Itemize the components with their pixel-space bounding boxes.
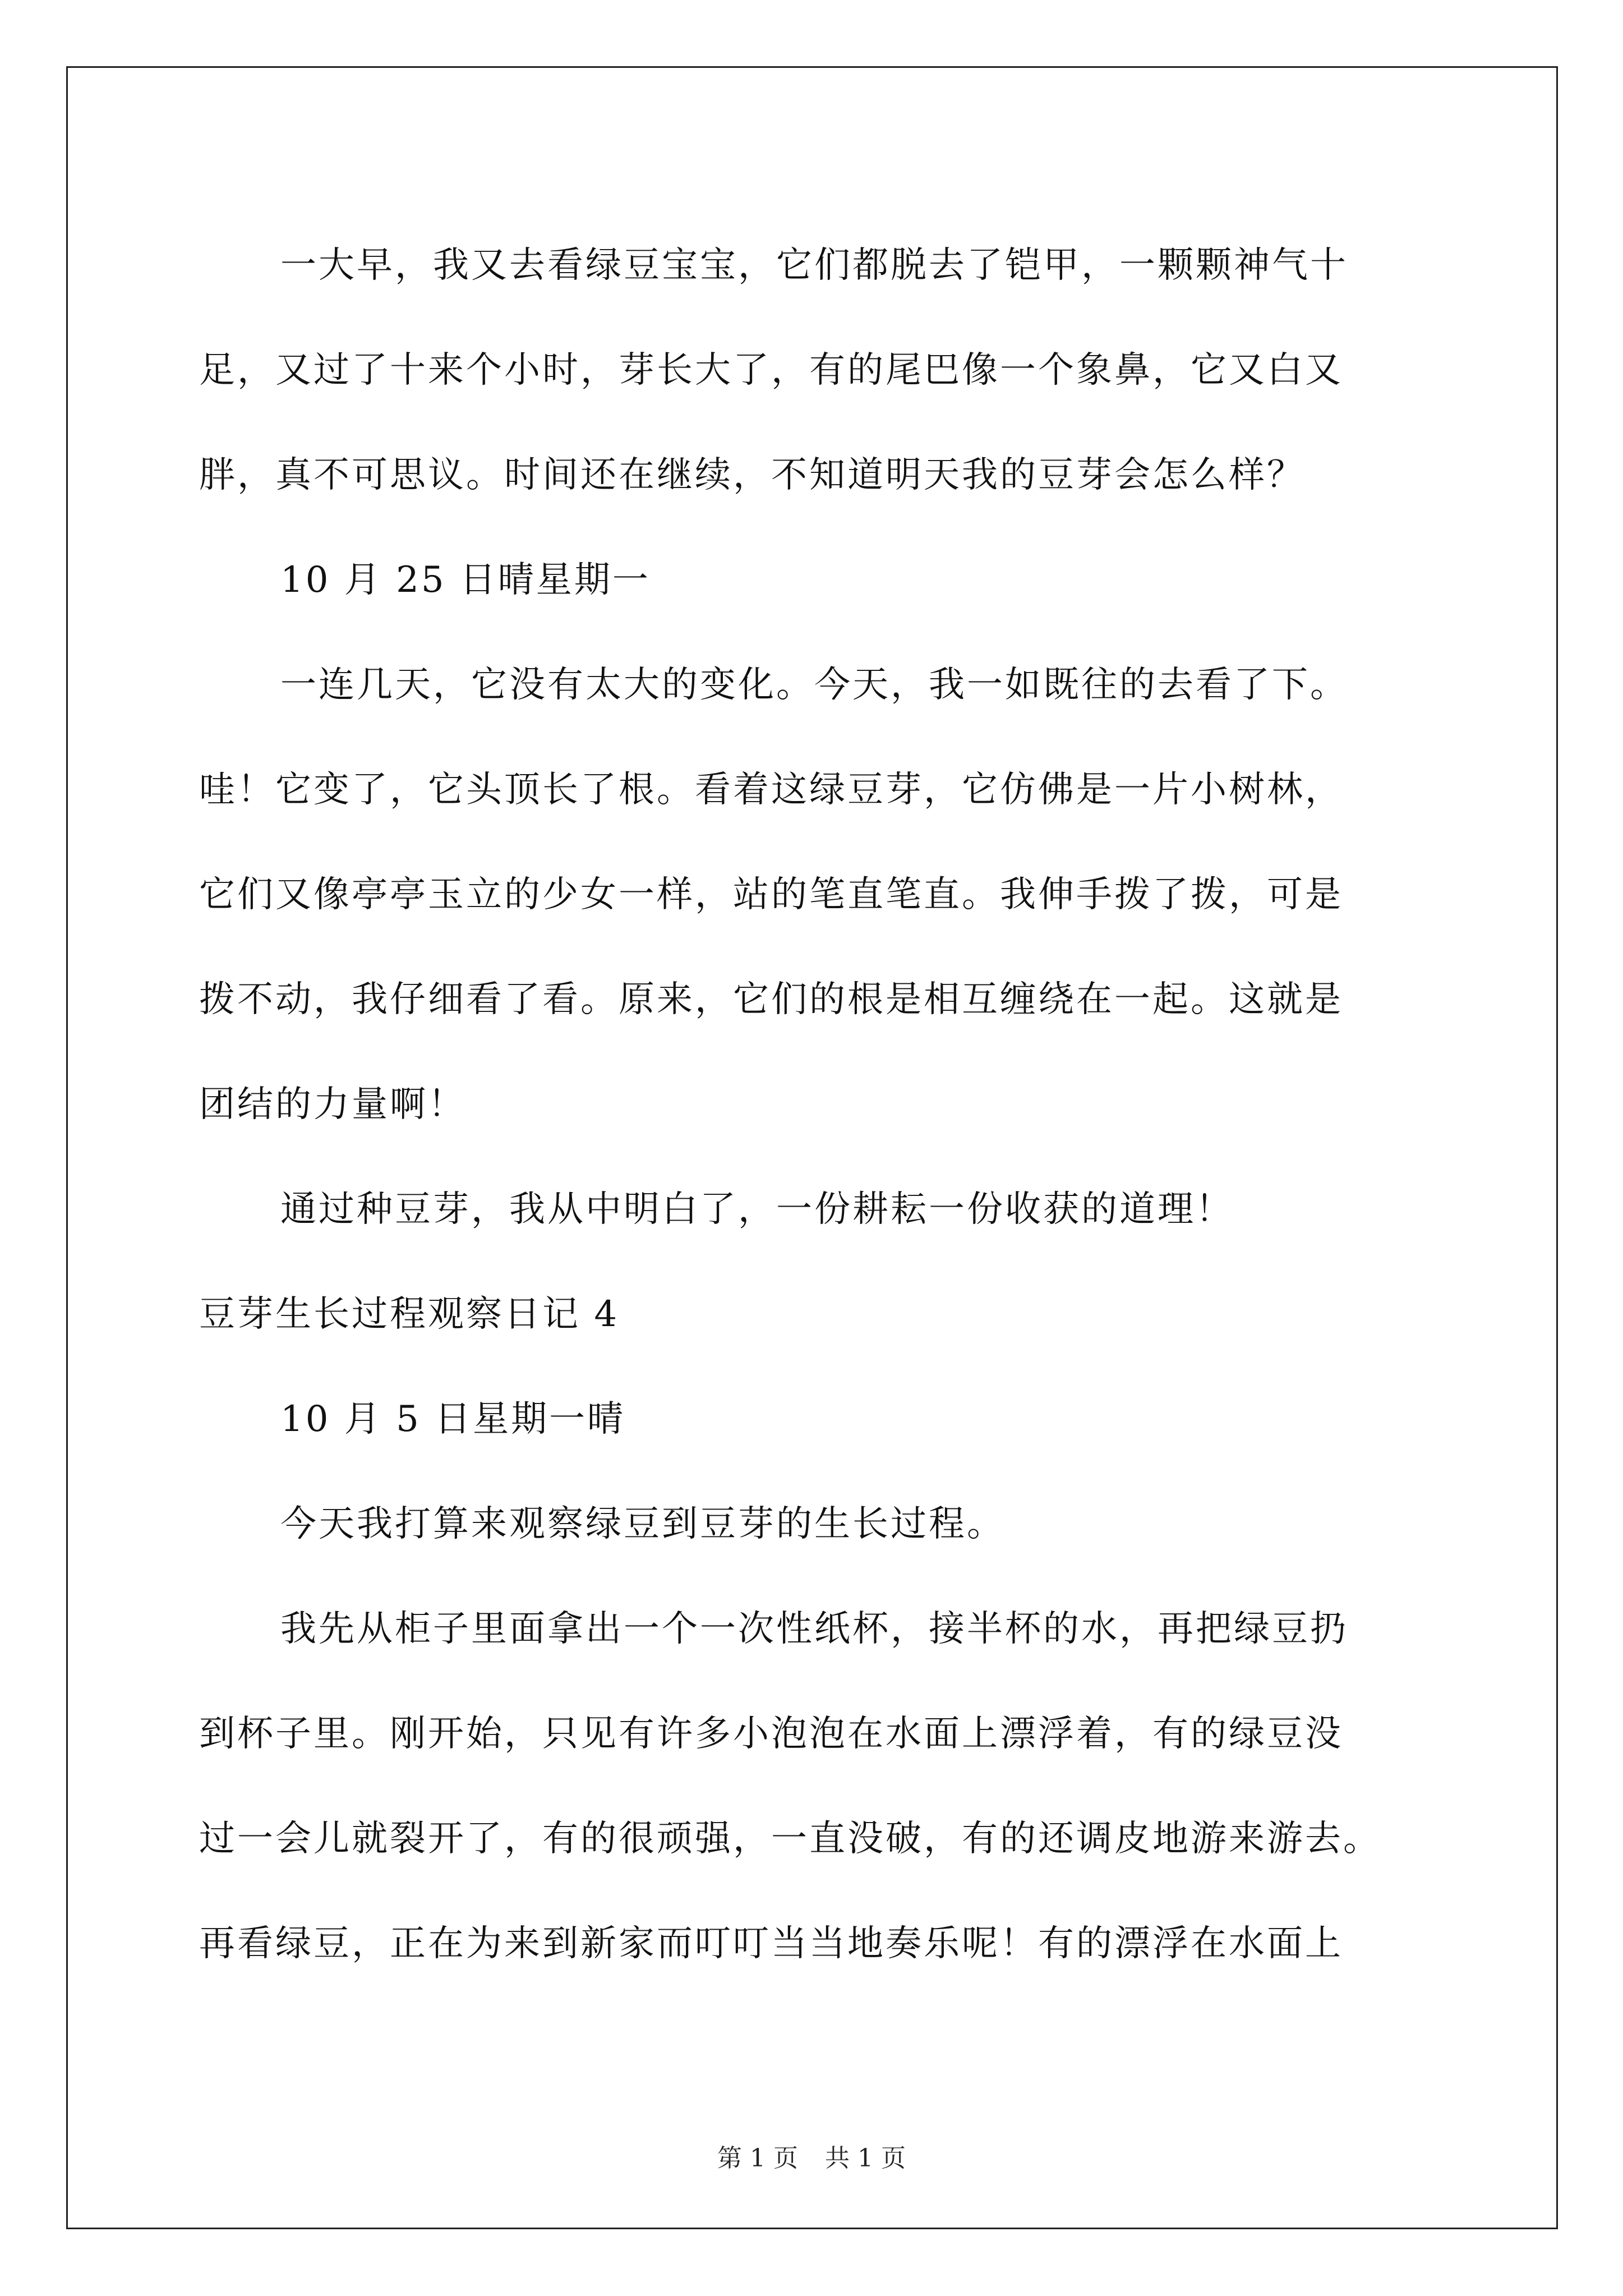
paragraph-line: 再看绿豆，正在为来到新家而叮叮当当地奏乐呢！有的漂浮在水面上 [199,1923,1343,1964]
paragraph-line: 一连几天，它没有太大的变化。今天，我一如既往的去看了下。 [280,664,1348,706]
paragraph-line: 足，又过了十来个小时，芽长大了，有的尾巴像一个象鼻，它又白又 [199,349,1343,391]
paragraph-line: 一大早，我又去看绿豆宝宝，它们都脱去了铠甲，一颗颗神气十 [280,245,1348,286]
paragraph-line: 今天我打算来观察绿豆到豆芽的生长过程。 [280,1503,1005,1545]
date-heading: 10 月 25 日晴星期一 [280,559,651,601]
paragraph-line: 胖，真不可思议。时间还在继续，不知道明天我的豆芽会怎么样？ [199,454,1305,496]
date-heading: 10 月 5 日星期一晴 [280,1398,626,1440]
section-title: 豆芽生长过程观察日记 4 [199,1294,620,1335]
paragraph-line: 我先从柜子里面拿出一个一次性纸杯，接半杯的水，再把绿豆扔 [280,1608,1348,1650]
paragraph-line: 到杯子里。刚开始，只见有许多小泡泡在水面上漂浮着，有的绿豆没 [199,1713,1343,1755]
paragraph-line: 拨不动，我仔细看了看。原来，它们的根是相互缠绕在一起。这就是 [199,979,1343,1020]
paragraph-line: 团结的力量啊！ [199,1084,466,1125]
paragraph-line: 过一会儿就裂开了，有的很顽强，一直没破，有的还调皮地游来游去。 [199,1818,1381,1860]
document-body [199,213,1430,1996]
paragraph-line: 它们又像亭亭玉立的少女一样，站的笔直笔直。我伸手拨了拨，可是 [199,874,1343,915]
paragraph-line: 通过种豆芽，我从中明白了，一份耕耘一份收获的道理！ [280,1189,1234,1230]
page-total: 共 1 页 [825,2144,906,2173]
page-number: 第 1 页 [717,2144,798,2173]
page-footer [0,2142,1623,2175]
paragraph-line: 哇！它变了，它头顶长了根。看着这绿豆芽，它仿佛是一片小树林， [199,769,1343,811]
